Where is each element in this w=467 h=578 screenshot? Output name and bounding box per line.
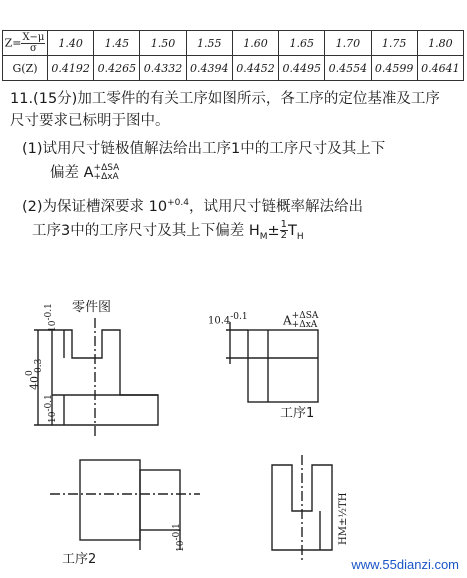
g-row: [3, 56, 464, 81]
g-cell: 0.4452: [232, 56, 278, 81]
z-cell: 1.65: [279, 31, 325, 56]
problem-statement: [10, 88, 462, 248]
z-cell: 1.70: [325, 31, 371, 56]
g-cell: 0.4265: [94, 56, 140, 81]
dim-10-top: $10^{-0.1}$: [44, 303, 58, 332]
g-header: G(Z): [3, 56, 48, 81]
z-cell: 1.50: [140, 31, 186, 56]
z-row: [3, 31, 464, 56]
operation-1-label: 工序1: [280, 406, 315, 421]
dim-40: 40 0 -0.3: [25, 358, 44, 390]
problem-line-2: 尺寸要求已标明于图中。: [10, 113, 170, 129]
z-cell: 1.55: [186, 31, 232, 56]
z-cell: 1.45: [94, 31, 140, 56]
problem-line-1: 11.(15分)加工零件的有关工序如图所示，各工序的定位基准及工序: [10, 91, 440, 107]
z-header: Z= $\frac{X-\mu}{\sigma}$: [3, 31, 48, 56]
part-1-answer: 偏差 A +ΔSA +ΔxA: [50, 163, 120, 182]
g-cell: 0.4599: [371, 56, 417, 81]
g-cell: 0.4332: [140, 56, 186, 81]
watermark: www.55dianzi.com: [351, 557, 459, 572]
part-1-line: (1)试用尺寸链极值解法给出工序1中的工序尺寸及其上下: [22, 141, 386, 157]
z-cell: 1.40: [48, 31, 94, 56]
g-cell: 0.4641: [417, 56, 463, 81]
part-2-answer: 工序3中的工序尺寸及其上下偏差 $H_M\pm$ $\frac{1}{2}$ $T_H$: [32, 219, 304, 242]
op1-dim-A: A +ΔSA +ΔxA: [283, 311, 319, 330]
dim-10-bottom: $10^{-0.1}$: [44, 394, 58, 423]
z-table: [2, 30, 464, 81]
op1-dim-10-4: $10.4^{-0.1}$: [208, 312, 248, 327]
g-cell: 0.4554: [325, 56, 371, 81]
g-cell: 0.4495: [279, 56, 325, 81]
op3-dim-HM: HM±½TH: [338, 492, 349, 545]
g-cell: 0.4192: [48, 56, 94, 81]
part-drawing-title: 零件图: [72, 300, 112, 315]
operation-2-label: 工序2: [62, 552, 97, 567]
z-cell: 1.75: [371, 31, 417, 56]
z-cell: 1.60: [232, 31, 278, 56]
z-cell: 1.80: [417, 31, 463, 56]
part-2-line: (2)为保证槽深要求 $10^{+0.4}$，试用尺寸链概率解法给出: [22, 198, 363, 215]
op2-dim-10: $10^{-0.1}$: [172, 523, 186, 552]
g-cell: 0.4394: [186, 56, 232, 81]
